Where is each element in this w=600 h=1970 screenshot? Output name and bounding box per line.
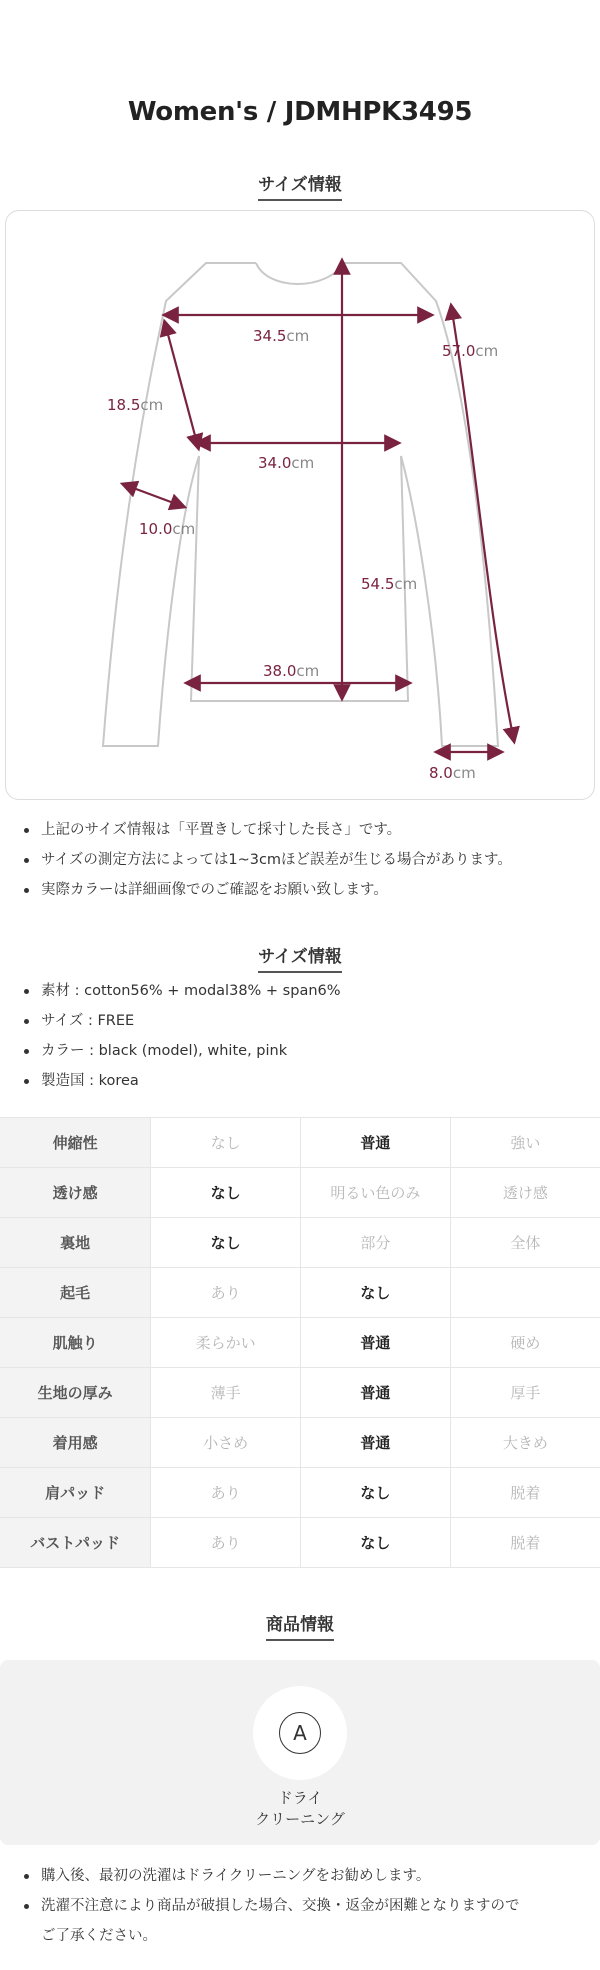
attribute-option: なし: [300, 1518, 450, 1568]
page-title: Women's / JDMHPK3495: [127, 97, 473, 127]
size-info-heading: サイズ情報: [0, 170, 600, 201]
attribute-option: [450, 1268, 600, 1318]
attribute-option: なし: [151, 1218, 301, 1268]
cuff-measure: 8.0cm: [429, 764, 476, 782]
table-row: [0, 1268, 600, 1318]
table-row: [0, 1418, 600, 1468]
list-item: 上記のサイズ情報は「平置きして採寸した長さ」です。: [22, 815, 582, 845]
attribute-option: 大きめ: [450, 1418, 600, 1468]
dry-clean-icon: A: [279, 1712, 321, 1754]
attribute-option: あり: [151, 1518, 301, 1568]
sleeve-line: [452, 311, 513, 736]
attribute-option: 硬め: [450, 1318, 600, 1368]
attribute-option: 普通: [300, 1318, 450, 1368]
chest-measure: 34.5cm: [253, 327, 310, 345]
care-symbol-badge: [253, 1686, 347, 1780]
attribute-option: 全体: [450, 1218, 600, 1268]
attribute-option: あり: [151, 1468, 301, 1518]
list-item: 製造国 : korea: [22, 1066, 582, 1096]
attribute-label: 着用感: [0, 1418, 151, 1468]
garment-outline: [6, 211, 596, 801]
attribute-option: 部分: [300, 1218, 450, 1268]
list-item: カラー : black (model), white, pink: [22, 1036, 582, 1066]
table-row: [0, 1468, 600, 1518]
attribute-option: 薄手: [151, 1368, 301, 1418]
list-item: 実際カラーは詳細画像でのご確認をお願い致します。: [22, 875, 582, 905]
care-notes: [22, 1861, 582, 1921]
attribute-option: なし: [151, 1168, 301, 1218]
table-row: [0, 1318, 600, 1368]
spec-heading: サイズ情報: [0, 942, 600, 973]
list-item: 購入後、最初の洗濯はドライクリーニングをお勧めします。: [22, 1861, 582, 1891]
attribute-option: あり: [151, 1268, 301, 1318]
care-label: ドライ クリーニング: [255, 1789, 345, 1828]
attribute-option: なし: [300, 1468, 450, 1518]
care-panel: [0, 1660, 600, 1845]
attribute-label: バストパッド: [0, 1518, 151, 1568]
product-info-heading: 商品情報: [0, 1610, 600, 1641]
table-row: [0, 1168, 600, 1218]
list-item: サイズの測定方法によっては1~3cmほど誤差が生じる場合があります。: [22, 845, 582, 875]
attribute-option: 脱着: [450, 1468, 600, 1518]
waist-measure: 34.0cm: [258, 454, 315, 472]
table-row: [0, 1518, 600, 1568]
attribute-label: 伸縮性: [0, 1118, 151, 1168]
list-item: サイズ : FREE: [22, 1006, 582, 1036]
attribute-label: 肌触り: [0, 1318, 151, 1368]
attribute-label: 生地の厚み: [0, 1368, 151, 1418]
armhole-line: [166, 327, 197, 443]
attribute-option: なし: [300, 1268, 450, 1318]
list-item: 素材 : cotton56% + modal38% + span6%: [22, 976, 582, 1006]
attribute-label: 起毛: [0, 1268, 151, 1318]
attribute-option: 小さめ: [151, 1418, 301, 1468]
table-row: [0, 1368, 600, 1418]
attribute-option: 強い: [450, 1118, 600, 1168]
attribute-option: なし: [151, 1118, 301, 1168]
attribute-option: 普通: [300, 1368, 450, 1418]
attribute-option: 厚手: [450, 1368, 600, 1418]
hem-measure: 38.0cm: [263, 662, 320, 680]
spec-list: [22, 976, 582, 1096]
attribute-option: 透け感: [450, 1168, 600, 1218]
attribute-label: 裏地: [0, 1218, 151, 1268]
table-row: [0, 1218, 600, 1268]
attribute-label: 肩パッド: [0, 1468, 151, 1518]
list-item: 洗濯不注意により商品が破損した場合、交換・返金が困難となりますので: [22, 1891, 582, 1921]
armhole-measure: 18.5cm: [107, 396, 164, 414]
bicep-measure: 10.0cm: [139, 520, 196, 538]
attribute-option: 明るい色のみ: [300, 1168, 450, 1218]
table-row: [0, 1118, 600, 1168]
attribute-option: 普通: [300, 1118, 450, 1168]
attribute-option: 脱着: [450, 1518, 600, 1568]
attribute-label: 透け感: [0, 1168, 151, 1218]
fabric-attributes-table: [0, 1117, 600, 1568]
length-measure: 54.5cm: [361, 575, 418, 593]
attribute-option: 柔らかい: [151, 1318, 301, 1368]
sleeve-measure: 57.0cm: [442, 342, 499, 360]
bicep-line: [128, 486, 179, 505]
care-note-continued: ご了承ください。: [41, 1928, 157, 1944]
size-notes: [22, 815, 582, 905]
attribute-option: 普通: [300, 1418, 450, 1468]
size-diagram: [5, 210, 595, 800]
